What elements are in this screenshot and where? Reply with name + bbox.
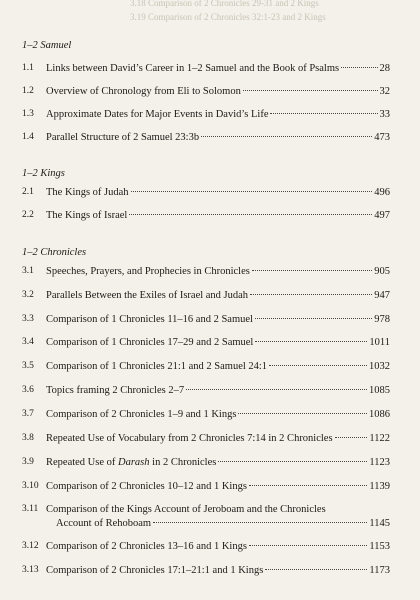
- entry-title: Comparison of 2 Chronicles 10–12 and 1 Kings: [46, 481, 247, 492]
- entry-title: Comparison of 1 Chronicles 21:1 and 2 Samuel 24:1: [46, 361, 268, 372]
- leader-dots: [255, 341, 367, 342]
- entry-number: 3.3: [22, 314, 34, 324]
- entry-title: Comparison of 1 Chronicles 17–29 and 2 Samuel: [46, 337, 254, 348]
- leader-dots: [131, 191, 373, 192]
- entry-number: 3.12: [22, 541, 39, 551]
- leader-dots: [335, 437, 368, 438]
- entry-number: 2.2: [22, 210, 34, 220]
- leader-dots: [269, 365, 367, 366]
- entry-page: 33: [379, 109, 390, 120]
- entry-title: Parallels Between the Exiles of Israel and Judah: [46, 290, 249, 301]
- entry-page: 496: [374, 187, 390, 198]
- entry-number: 2.1: [22, 187, 34, 197]
- bleed-line: 3.19 Comparison of 2 Chronicles 32:1-23 and 2 Kings: [130, 12, 326, 22]
- entry-page: 1153: [369, 541, 390, 552]
- entry-page: 947: [374, 290, 390, 301]
- entry-title: Speeches, Prayers, and Prophecies in Chronicles: [46, 266, 250, 277]
- entry-title-part: in 2 Chronicles: [149, 457, 217, 468]
- leader-dots: [249, 485, 367, 486]
- bleed-line: 3.18 Comparison of 2 Chronicles 29-31 and 2 Kings: [130, 0, 319, 8]
- section-heading-kings: 1–2 Kings: [22, 168, 65, 179]
- entry-page: 978: [374, 314, 390, 325]
- leader-dots: [153, 522, 367, 523]
- entry-title: The Kings of Israel: [46, 210, 128, 221]
- entry-number: 3.7: [22, 409, 34, 419]
- leader-dots: [255, 318, 372, 319]
- leader-dots: [252, 270, 372, 271]
- entry-page: 473: [374, 132, 390, 143]
- entry-number: 3.8: [22, 433, 34, 443]
- entry-number: 3.1: [22, 266, 34, 276]
- entry-number: 3.6: [22, 385, 34, 395]
- leader-dots: [249, 545, 367, 546]
- entry-number: 1.1: [22, 63, 34, 73]
- entry-title-part: Repeated Use of: [46, 457, 119, 468]
- entry-page: 1145: [369, 518, 390, 529]
- entry-title: Comparison of the Kings Account of Jeroboam and the Chronicles: [46, 504, 326, 515]
- toc-entry[interactable]: [22, 503, 390, 531]
- leader-dots: [186, 389, 367, 390]
- leader-dots: [243, 90, 378, 91]
- entry-title: Approximate Dates for Major Events in David’s Life: [46, 109, 269, 120]
- entry-page: 1011: [369, 337, 390, 348]
- entry-title-continued: Account of Rehoboam: [56, 518, 152, 529]
- entry-number: 3.9: [22, 457, 34, 467]
- entry-page: 28: [379, 63, 390, 74]
- entry-number: 3.5: [22, 361, 34, 371]
- entry-title: Parallel Structure of 2 Samuel 23:3b: [46, 132, 200, 143]
- entry-number: 3.4: [22, 337, 34, 347]
- entry-title: Comparison of 1 Chronicles 11–16 and 2 Samuel: [46, 314, 253, 325]
- entry-number: 3.2: [22, 290, 34, 300]
- entry-title: Repeated Use of Vocabulary from 2 Chronicles 7:14 in 2 Chronicles: [46, 433, 333, 444]
- entry-page: 1123: [369, 457, 390, 468]
- entry-number: 3.11: [22, 504, 39, 514]
- entry-number: 3.13: [22, 565, 39, 575]
- entry-page: 1139: [369, 481, 390, 492]
- entry-title: Comparison of 2 Chronicles 13–16 and 1 Kings: [46, 541, 247, 552]
- leader-dots: [218, 461, 367, 462]
- entry-number: 1.3: [22, 109, 34, 119]
- entry-number: 1.4: [22, 132, 34, 142]
- leader-dots: [238, 413, 367, 414]
- entry-page: 1173: [369, 565, 390, 576]
- entry-title: The Kings of Judah: [46, 187, 129, 198]
- entry-title-emphasis: Darash: [118, 457, 150, 468]
- entry-number: 3.10: [22, 481, 39, 491]
- section-heading-samuel: 1–2 Samuel: [22, 40, 72, 51]
- leader-dots: [201, 136, 372, 137]
- entry-title: Comparison of 2 Chronicles 17:1–21:1 and 1 Kings: [46, 565, 264, 576]
- leader-dots: [270, 113, 377, 114]
- entry-page: 1085: [369, 385, 390, 396]
- leader-dots: [129, 214, 372, 215]
- entry-title: Links between David’s Career in 1–2 Samuel and the Book of Psalms: [46, 63, 340, 74]
- entry-page: 497: [374, 210, 390, 221]
- leader-dots: [265, 569, 367, 570]
- leader-dots: [341, 67, 377, 68]
- entry-page: 1122: [369, 433, 390, 444]
- leader-dots: [250, 294, 372, 295]
- entry-title: Overview of Chronology from Eli to Solomon: [46, 86, 241, 97]
- entry-title: Comparison of 2 Chronicles 1–9 and 1 Kings: [46, 409, 237, 420]
- entry-page: 1086: [369, 409, 390, 420]
- entry-page: 905: [374, 266, 390, 277]
- entry-page: 1032: [369, 361, 390, 372]
- entry-page: 32: [379, 86, 390, 97]
- section-heading-chronicles: 1–2 Chronicles: [22, 247, 87, 258]
- entry-number: 1.2: [22, 86, 34, 96]
- entry-title: [46, 456, 216, 469]
- entry-title: Topics framing 2 Chronicles 2–7: [46, 385, 185, 396]
